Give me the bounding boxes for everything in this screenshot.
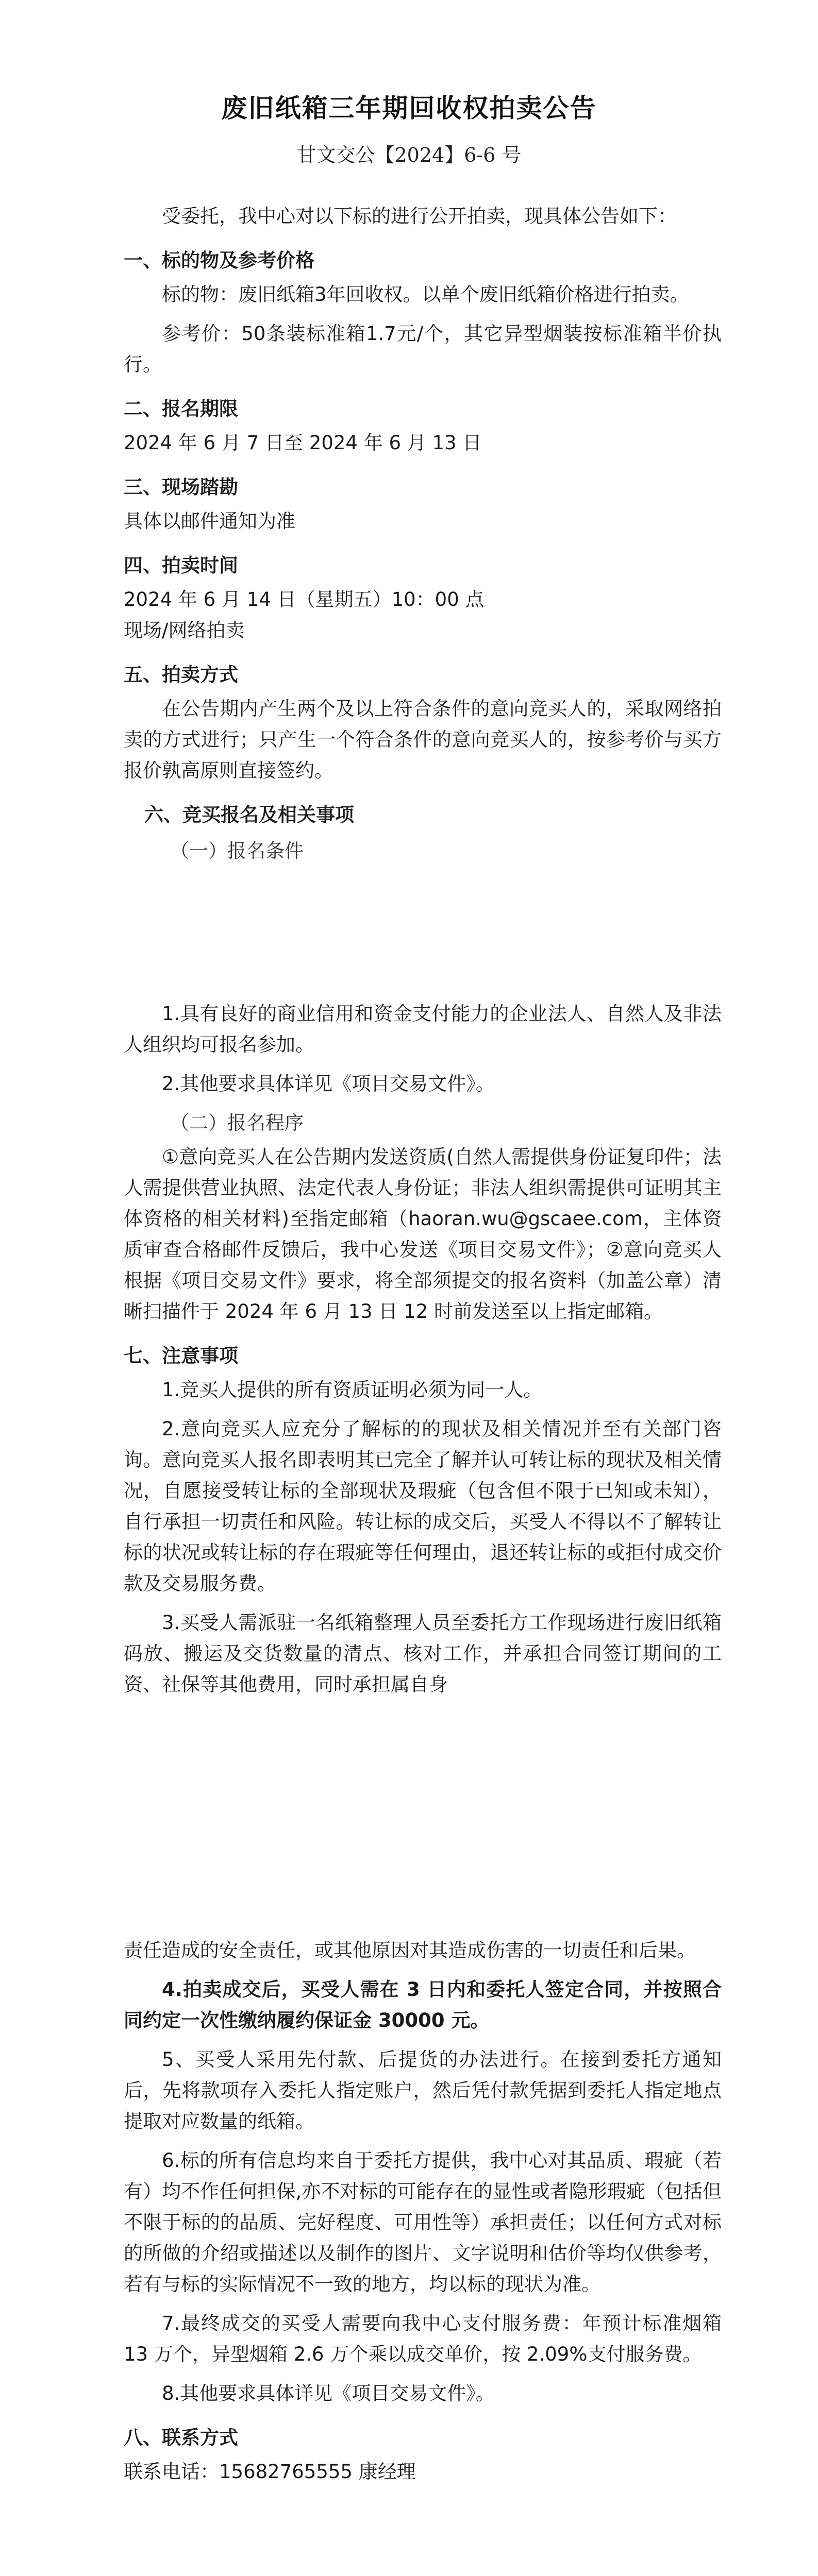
intro-paragraph: 受委托，我中心对以下标的进行公开拍卖，现具体公告如下： xyxy=(162,205,677,227)
note-4-paragraph: 4.拍卖成交后，买受人需在 3 日内和委托人签定合同，并按照合同约定一次性缴纳履约保证金 30000 元。 xyxy=(124,1978,722,2031)
announcement-body xyxy=(124,201,722,2487)
note-8-paragraph: 8.其他要求具体详见《项目交易文件》。 xyxy=(162,2382,495,2404)
section-heading-registration-period: 二、报名期限 xyxy=(124,398,238,420)
section-heading-site-visit: 三、现场踏勘 xyxy=(124,476,238,498)
note-7-paragraph: 7.最终成交的买受人需要向我中心支付服务费：年预计标准烟箱 13 万个，异型烟箱 2.6 万个乘以成交单价，按 2.09%支付服务费。 xyxy=(124,2312,722,2365)
page-title: 废旧纸箱三年期回收权拍卖公告 xyxy=(221,93,597,123)
blank-space xyxy=(124,1708,722,1935)
auction-mode-text: 现场/网络拍卖 xyxy=(124,619,245,641)
section-heading-subject: 一、标的物及参考价格 xyxy=(124,249,314,272)
section-heading-bidding-registration: 六、竞买报名及相关事项 xyxy=(144,804,354,826)
auction-time-text: 2024 年 6 月 14 日（星期五）10：00 点 xyxy=(124,588,485,611)
blank-space xyxy=(124,870,722,998)
note-3-paragraph-part1: 3.买受人需派驻一名纸箱整理人员至委托方工作现场进行废旧纸箱码放、搬运及交货数量的清点、核对工作，并承担合同签订期间的工资、社保等其他费用，同时承担属自身 xyxy=(124,1612,722,1696)
site-visit-text: 具体以邮件通知为准 xyxy=(124,510,295,532)
note-3-paragraph-part2: 责任造成的安全责任，或其他原因对其造成伤害的一切责任和后果。 xyxy=(124,1939,696,1961)
note-1-paragraph: 1.竞买人提供的所有资质证明必须为同一人。 xyxy=(162,1379,543,1401)
section-heading-auction-method: 五、拍卖方式 xyxy=(124,664,238,686)
subject-paragraph: 标的物：废旧纸箱3年回收权。以单个废旧纸箱价格进行拍卖。 xyxy=(162,283,689,306)
section-heading-contact: 八、联系方式 xyxy=(124,2427,238,2449)
note-2-paragraph: 2.意向竞买人应充分了解标的的现状及相关情况并至有关部门咨询。意向竞买人报名即表明其已完全了解并认可转让标的现状及相关情况，自愿接受转让标的全部现状及瑕疵（包含但不限于已知或未知），自行承担一切责任和风险。转让标的成交后，买受人不得以不了解转让标的状况或转让标的存在瑕疵等任何理由，退还转让标的或拒付成交价款及交易服务费。 xyxy=(124,1418,722,1595)
contact-phone-text: 联系电话：15682765555 康经理 xyxy=(124,2461,416,2483)
note-6-paragraph: 6.标的所有信息均来自于委托方提供，我中心对其品质、瑕疵（若有）均不作任何担保,亦不对标的可能存在的显性或者隐形瑕疵（包括但不限于标的的品质、完好程度、可用性等）承担责任；以任何方式对标的所做的介绍或描述以及制作的图片、文字说明和估价等均仅供参考，若有与标的实际情况不一致的地方，均以标的现状为准。 xyxy=(124,2149,722,2295)
document-number: 甘文交公【2024】6-6 号 xyxy=(296,144,522,166)
auction-method-paragraph: 在公告期内产生两个及以上符合条件的意向竞买人的，采取网络拍卖的方式进行；只产生一个符合条件的意向竞买人的，按参考价与买方报价孰高原则直接签约。 xyxy=(124,698,722,782)
condition-1-paragraph: 1.具有良好的商业信用和资金支付能力的企业法人、自然人及非法人组织均可报名参加。 xyxy=(124,1003,722,1056)
reference-price-paragraph: 参考价：50条装标准箱1.7元/个，其它异型烟装按标准箱半价执行。 xyxy=(124,323,722,376)
section-heading-notes: 七、注意事项 xyxy=(124,1345,238,1367)
section-heading-auction-time: 四、拍卖时间 xyxy=(124,554,238,577)
registration-period-text: 2024 年 6 月 7 日至 2024 年 6 月 13 日 xyxy=(124,432,482,454)
subsection-registration-conditions: （一）报名条件 xyxy=(170,840,304,862)
note-5-paragraph: 5、买受人采用先付款、后提货的办法进行。在接到委托方通知后，先将款项存入委托人指定账户，然后凭付款凭据到委托人指定地点提取对应数量的纸箱。 xyxy=(124,2048,722,2132)
condition-2-paragraph: 2.其他要求具体详见《项目交易文件》。 xyxy=(162,1073,495,1095)
procedure-paragraph: ①意向竞买人在公告期内发送资质(自然人需提供身份证复印件；法人需提供营业执照、法定代表人身份证；非法人组织需提供可证明其主体资格的相关材料)至指定邮箱（haoran.wu@gscaee.com，主体资质审查合格邮件反馈后，我中心发送《项目交易文件》；②意向竞买人根据《项目交易文件》要求，将全部须提交的报名资料（加盖公章）清晰扫描件于 2024 年 6 月 13 日 12 时前发送至以上指定邮箱。 xyxy=(124,1146,722,1323)
subsection-registration-procedure: （二）报名程序 xyxy=(170,1112,304,1134)
